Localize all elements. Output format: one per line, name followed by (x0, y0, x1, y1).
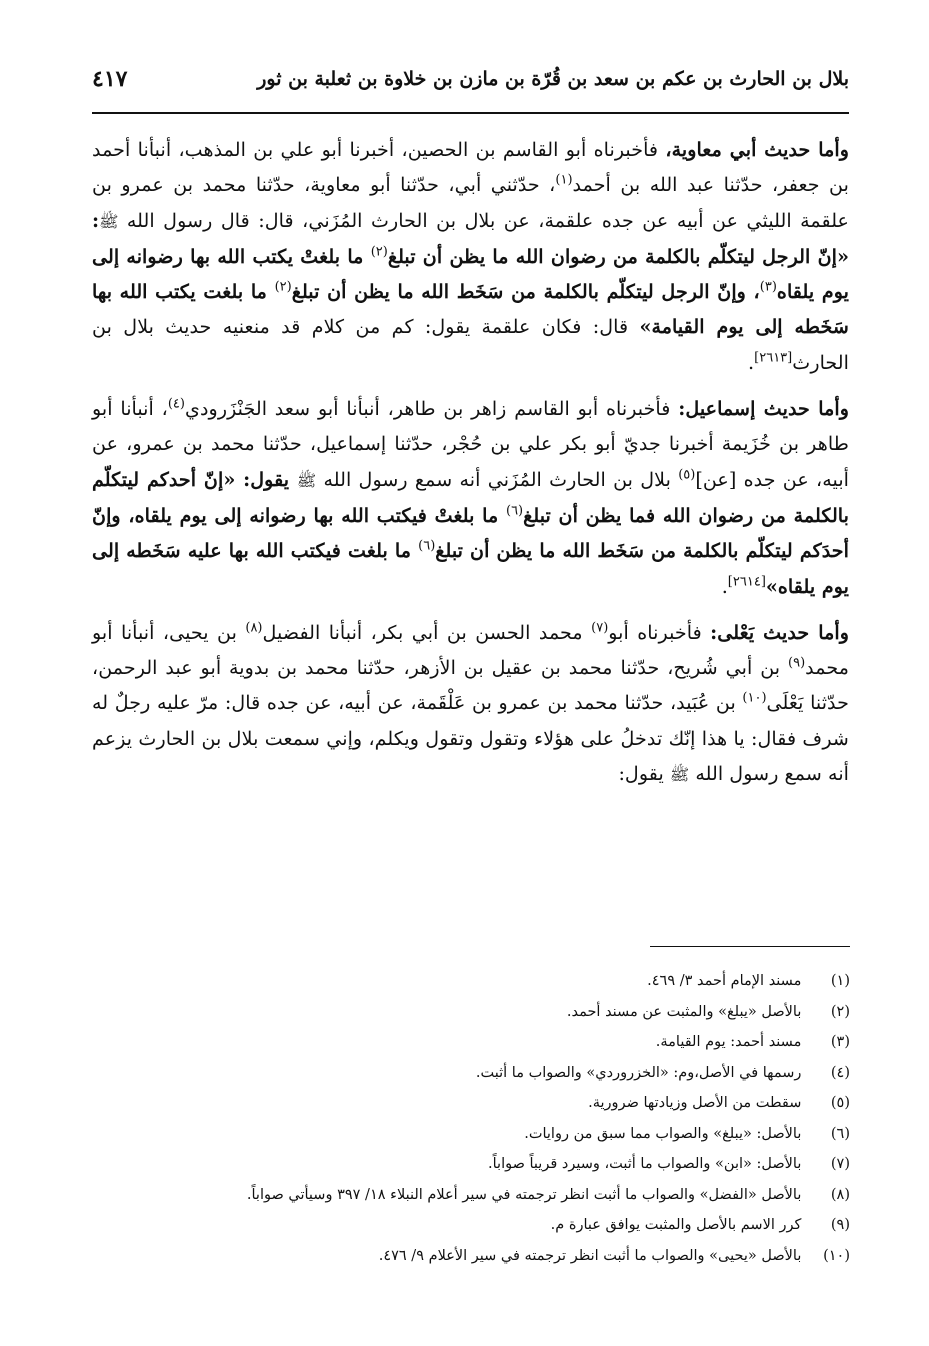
paragraph-lead: وأما حديث أبي معاوية، (665, 138, 849, 161)
footnote (150, 1210, 850, 1241)
text-segment: محمد الحسن بن أبي بكر، أنبأنا الفضيل (262, 620, 592, 644)
footnote (150, 1088, 850, 1119)
footnote-text: بالأصل: «يبلغ» والصواب مما سبق من روايات. (524, 1125, 802, 1142)
footnote-ref: (٩) (788, 655, 806, 671)
paragraph-lead: وأما حديث يَعْلى: (710, 620, 849, 644)
paragraph-yala (92, 615, 849, 792)
hadith-text: ما بلغت فيكتب الله بها عليه سَخَطه إلى يوم يلقاه» (92, 539, 849, 598)
footnote-ref: (٧) (591, 620, 609, 636)
text-segment: فأخبرناه أبو القاسم زاهر بن طاهر، أنبأنا أبو سعد الجَنْزَرودي (184, 397, 679, 421)
footnote-text: سقطت من الأصل وزيادتها ضرورية. (588, 1095, 802, 1111)
footnote-text: مسند الإمام أحمد ٣/ ٤٦٩. (647, 973, 802, 989)
salutation-glyph: ﷺ (669, 765, 690, 785)
paragraph-body (92, 621, 849, 785)
text-segment: فأخبرناه أبو (608, 620, 711, 644)
footnote (150, 1119, 850, 1150)
footnote-number: (١) (830, 973, 850, 989)
footnote-number: (٧) (830, 1156, 850, 1172)
footnote-ref: (٦) (418, 538, 436, 554)
text-segment: بن يحيى، أنبأنا أبو محمد (92, 620, 849, 680)
footnote-ref: (٤) (167, 396, 185, 412)
main-text (92, 132, 849, 792)
footnote-ref: [٢٦١٣] (754, 350, 793, 366)
footnote (150, 1058, 850, 1089)
footnote-ref: (١) (555, 172, 573, 188)
footnote (150, 997, 850, 1028)
footnote-ref: (٦) (505, 503, 524, 519)
text-segment: ، أنبأنا أبو طاهر بن خُزَيمة أخبرنا جديّ أبو بكر علي بن حُجْر، حدّثنا إسماعيل، حدّثنا محمد بن عمرو، عن أبيه، عن جده [عن] (92, 397, 849, 491)
footnote-divider (650, 946, 850, 947)
hadith-text: ، وإنّ الرجل ليتكلّم بالكلمة من سَخَط الله ما يظن أن تبلغ (291, 280, 760, 304)
footnote-number: (٦) (830, 1125, 850, 1142)
salutation-glyph: ﷺ (296, 470, 317, 490)
footnote-number: (٩) (830, 1217, 850, 1233)
footnote-ref: (٥) (678, 467, 696, 483)
footnote-text: بالأصل «يبلغ» والمثبت عن مسند أحمد. (566, 1003, 802, 1020)
hadith-text: ما بلغت يكتب الله بها سَخَطه إلى يوم القيامة» (92, 280, 849, 339)
footnote-number: (٤) (830, 1064, 850, 1081)
footnote-ref: (١٠) (742, 691, 767, 707)
running-title: بلال بن الحارث بن عكم بن سعد بن قُرّة بن مازن بن خلاوة بن ثعلبة بن ثور (257, 68, 849, 90)
footnote-number: (٢) (830, 1003, 850, 1020)
paragraph-body (92, 397, 849, 597)
footnote-number: (٨) (830, 1186, 850, 1203)
page-number: ٤١٧ (92, 66, 128, 92)
footnote (150, 1027, 850, 1058)
hadith-text: يقول: «إنّ أحدكم ليتكلّم بالكلمة من رضوان الله فما يظن أن تبلغ (92, 467, 849, 527)
footnote-ref: (٨) (245, 620, 263, 636)
paragraph-lead: وأما حديث إسماعيل: (678, 397, 849, 421)
footnote-ref: (٢) (370, 244, 388, 260)
footnote (150, 1241, 850, 1272)
footnote-text: كرر الاسم بالأصل والمثبت يوافق عبارة م. (550, 1217, 802, 1233)
footnotes (150, 966, 850, 1271)
footnote-ref: (٣) (759, 279, 777, 295)
text-segment: يقول: (618, 762, 670, 786)
hadith-text: ما بلغتْ يكتب الله بها رضوانه إلى يوم يلقاه (92, 244, 849, 304)
footnote (150, 1149, 850, 1180)
text-segment: . (721, 574, 728, 598)
text-segment: بن أبي شُريح، حدّثنا محمد بن عقيل بن الأزهر، حدّثنا محمد بن بدوية أبو عبد الرحمن، حدّثنا يَعْلَى (92, 656, 849, 715)
footnote-text: بالأصل «يحيى» والصواب ما أثبت انظر ترجمته في سير الأعلام ٩/ ٤٧٦. (378, 1247, 802, 1264)
footnote-ref: (٢) (274, 279, 292, 295)
hadith-text: : «إنّ الرجل ليتكلّم بالكلمة من رضوان الله ما يظن أن تبلغ (92, 208, 849, 268)
text-segment: . (748, 350, 755, 374)
footnote-text: رسمها في الأصل،وم: «الخزروردي» والصواب ما أثبت. (475, 1064, 802, 1081)
footnote-ref: [٢٦١٤] (727, 574, 766, 590)
footnote-text: مسند أحمد: يوم القيامة. (655, 1034, 802, 1050)
paragraph-ismail (92, 391, 849, 604)
text-segment: قال: فكان علقمة يقول: كم من كلام قد منعنيه حديث بلال بن الحارث (92, 315, 849, 374)
footnote (150, 966, 850, 997)
footnote-text: بالأصل «الفضل» والصواب ما أثبت انظر ترجمته في سير أعلام النبلاء ١٨/ ٣٩٧ وسيأتي صواباً. (246, 1186, 802, 1203)
text-segment: فأخبرناه أبو القاسم بن الحصين، أخبرنا أبو علي بن المذهب، أنبأنا أحمد بن جعفر، حدّثنا عبد الله بن أحمد (92, 138, 849, 197)
text-segment: بلال بن الحارث المُزَني أنه سمع رسول الله (316, 467, 679, 491)
text-segment: ، حدّثني أبي، حدّثنا أبو معاوية، حدّثنا محمد بن عمرو بن علقمة الليثي عن أبيه عن جده علقمة، عن بلال بن الحارث المُزَني، قال: قال رسول الله (92, 173, 849, 232)
page-header (92, 62, 849, 110)
salutation-glyph: ﷺ (99, 211, 119, 231)
paragraph-body (92, 138, 849, 374)
footnote-text: بالأصل: «ابن» والصواب ما أثبت، وسيرد قريباً صواباً. (488, 1156, 802, 1172)
footnote-number: (٥) (830, 1095, 850, 1111)
footnote-number: (٣) (830, 1034, 850, 1050)
text-segment: بن عُبَيد، حدّثنا محمد بن عمرو بن عَلْقَمة، عن أبيه، عن جده قال: مرّ عليه رجلٌ له شرف فقال: يا هذا إنّك تدخلُ على هؤلاء وتقول وتقول ويكلم، وإني سمعت بلال بن الحارث يزعم أنه سمع رسول الله (92, 691, 849, 786)
header-divider (92, 112, 849, 114)
footnote (150, 1180, 850, 1211)
hadith-text: ما بلغتْ فيكتب الله بها رضوانه إلى يوم يلقاه، وإنّ أحدَكم ليتكلّم بالكلمة من سَخَط الله ما يظن أن تبلغ (92, 503, 849, 563)
footnote-number: (١٠) (823, 1247, 850, 1264)
paragraph-abu-muawiya (92, 132, 849, 380)
